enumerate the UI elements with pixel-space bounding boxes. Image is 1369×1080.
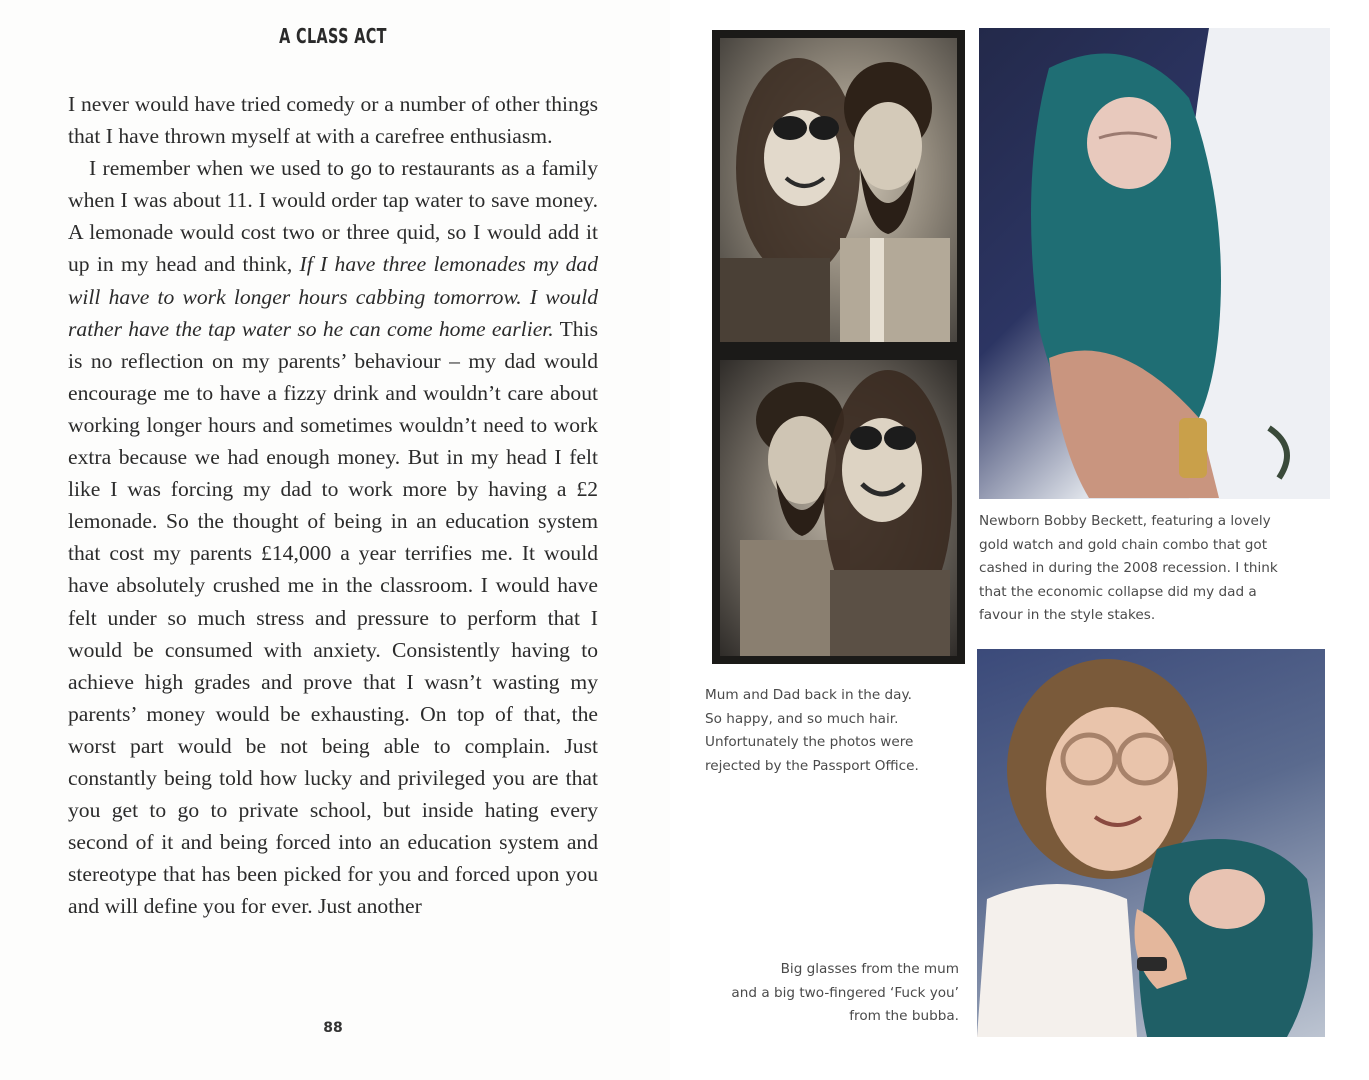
running-head: A CLASS ACT — [279, 24, 387, 48]
photo-booth-frame-top — [720, 38, 957, 342]
body-text — [68, 88, 598, 922]
newborn-photo — [979, 28, 1330, 499]
photo-booth-strip — [712, 30, 965, 664]
couple-portrait-icon — [720, 360, 957, 656]
mum-photo-caption: Big glasses from the mum and a big two-fingered ‘Fuck you’ from the bubba. — [731, 961, 959, 1025]
mum-with-baby-photo — [977, 649, 1325, 1037]
paragraph-1: I never would have tried comedy or a number of other things that I have thrown myself at with a carefree enthusiasm. — [68, 92, 598, 149]
couple-portrait-icon — [720, 38, 957, 342]
photo-booth-caption: Mum and Dad back in the day. So happy, and so much hair. Unfortunately the photos were rejected by the Passport Office. — [705, 687, 919, 774]
paragraph-2 — [68, 152, 598, 922]
newborn-photo-caption: Newborn Bobby Beckett, featuring a lovely gold watch and gold chain combo that got cashed in during the 2008 recession. I think that the economic collapse did my dad a favour in the style stakes. — [979, 513, 1278, 624]
newborn-in-blanket-icon — [979, 28, 1330, 499]
mum-holding-baby-icon — [977, 649, 1325, 1037]
paragraph-2-start: I remember when we used to go to restaurants as a family when I was about 11. I would order tap water to save money. A lemonade would cost two or three quid, so I would add it up in my head and think, — [68, 156, 598, 277]
page-number: 88 — [323, 1020, 343, 1036]
paragraph-2-end: This is no reflection on my parents’ behaviour – my dad would encourage me to have a fizzy drink and wouldn’t care about working longer hours and sometimes wouldn’t need to work extra because we had enough money. But in my head I felt like I was forcing my dad to work more by having a £2 lemonade. So the thought of being in an education system that cost my parents £14,000 a year terrifies me. It would have absolutely crushed me in the classroom. I would have felt under so much stress and pressure to perform that I would be consumed with anxiety. Consistently having to achieve high grades and prove that I wasn’t wasting my parents’ money would be exhausting. On top of that, the worst part would be not being able to complain. Just constantly being told how lucky and privileged you are that you get to go to private school, but inside hating every second of it and being forced into an education system and stereotype that has been picked for you and forced upon you and will define you for ever. Just another — [68, 316, 598, 919]
photo-booth-frame-bottom — [720, 360, 957, 656]
paragraph-2-italic-thought: If I have three lemonades my dad will have to work longer hours cabbing tomorrow. I would rather have the tap water so he can come home earlier. — [68, 252, 599, 341]
